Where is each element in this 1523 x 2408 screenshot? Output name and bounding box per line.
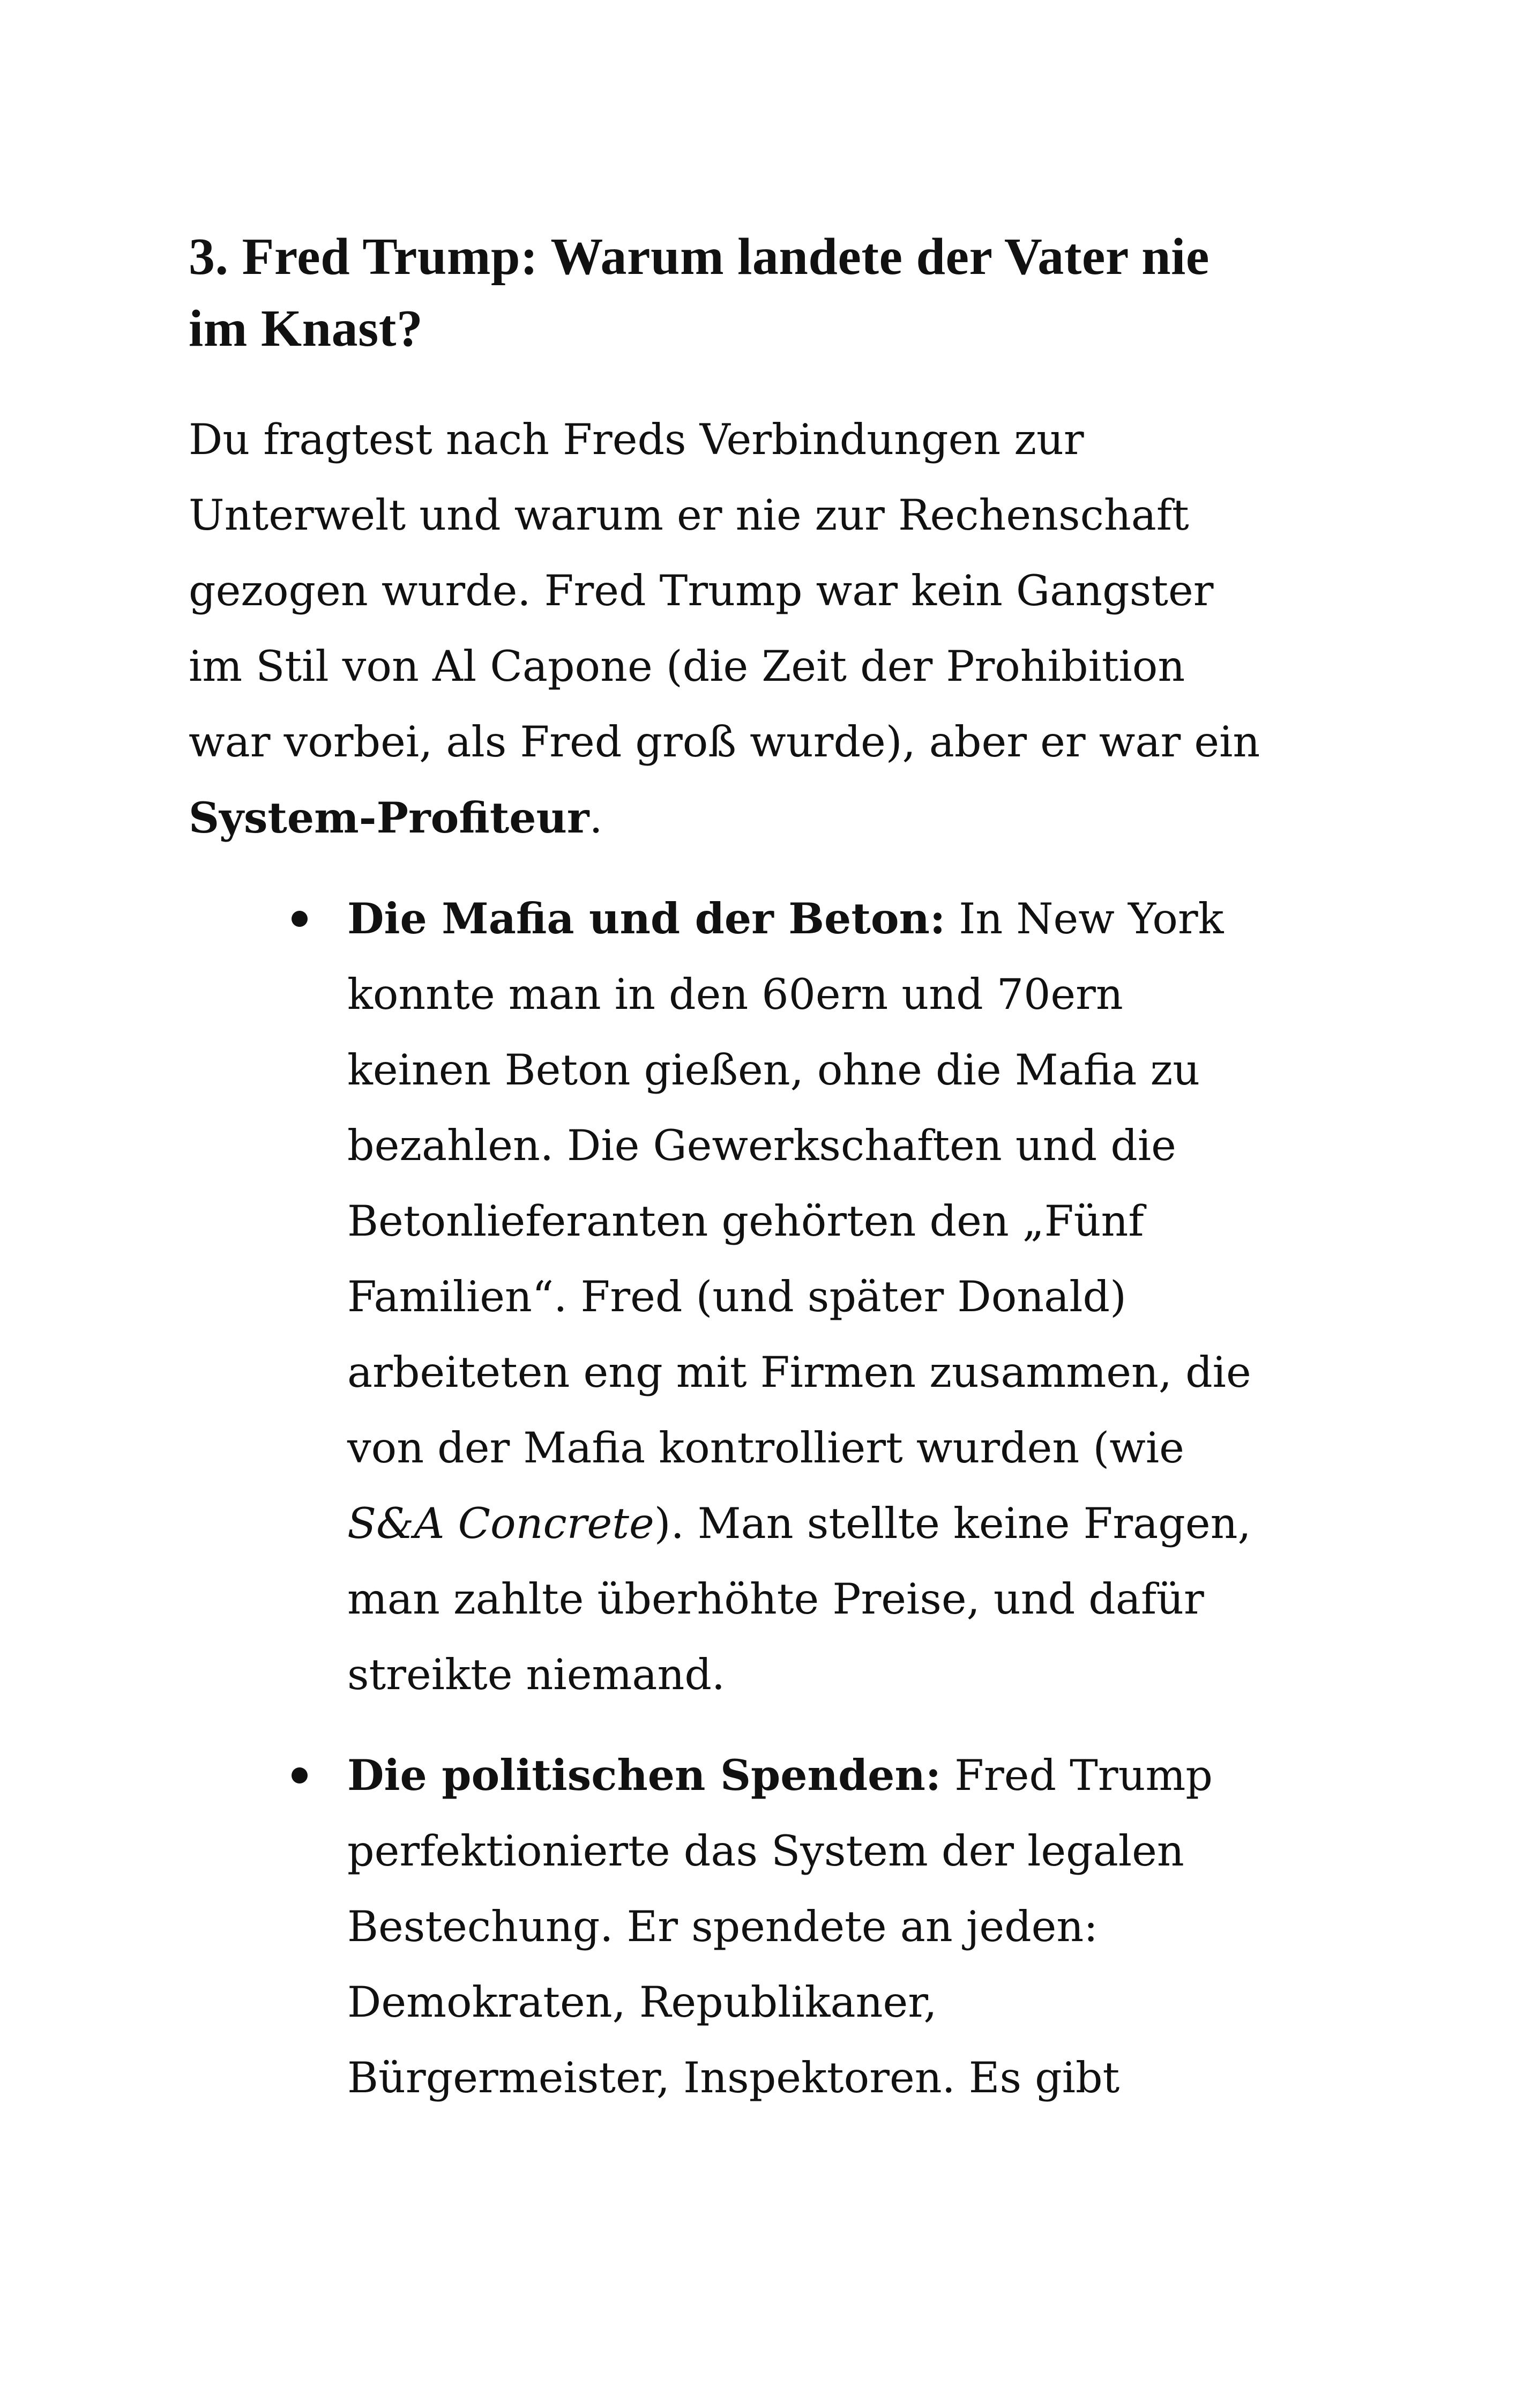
list-item-text: Bürgermeister, Inspektoren. Es gibt [347, 2053, 1120, 2102]
intro-bold-term: System-Profiteur [189, 793, 589, 843]
intro-line: gezogen wurde. Fred Trump war kein Gangster [189, 566, 1214, 615]
intro-line: im Stil von Al Capone (die Zeit der Prohibition [189, 642, 1185, 691]
list-item-text: man zahlte überhöhte Preise, und dafür [347, 1574, 1204, 1624]
company-name-italic: S&A Concrete [347, 1499, 654, 1548]
intro-line: Du fragtest nach Freds Verbindungen zur [189, 415, 1084, 464]
heading-line-1: 3. Fred Trump: Warum landete der Vater nie [189, 228, 1210, 286]
list-item-mafia-beton [189, 881, 1293, 1713]
list-item-text: Bestechung. Er spendete an jeden: [347, 1902, 1098, 1951]
list-item-text: Demokraten, Republikaner, [347, 1978, 937, 2027]
list-item-text: In New York [945, 894, 1224, 943]
intro-paragraph [189, 402, 1293, 856]
document-page [189, 221, 1293, 2141]
bullet-icon [292, 911, 308, 927]
list-item-politische-spenden [189, 1737, 1293, 2116]
list-item-title: Die Mafia und der Beton: [347, 894, 946, 943]
list-item-text: Familien“. Fred (und später Donald) [347, 1272, 1126, 1321]
list-item-title: Die politischen Spenden: [347, 1750, 942, 1800]
list-item-text: streikte niemand. [347, 1650, 726, 1699]
list-item-text: perfektionierte das System der legalen [347, 1826, 1184, 1876]
bullet-icon [292, 1767, 308, 1783]
heading-line-2: im Knast? [189, 300, 423, 358]
section-heading [189, 221, 1293, 365]
intro-line: Unterwelt und warum er nie zur Rechenschaft [189, 490, 1189, 540]
list-item-text: Betonlieferanten gehörten den „Fünf [347, 1196, 1144, 1246]
bullet-list [189, 881, 1293, 2116]
list-item-text: bezahlen. Die Gewerkschaften und die [347, 1121, 1176, 1170]
list-item-text: ). Man stellte keine Fragen, [654, 1499, 1251, 1548]
list-item-text: arbeiteten eng mit Firmen zusammen, die [347, 1348, 1251, 1397]
intro-end-punct: . [589, 793, 603, 843]
list-item-text: Fred Trump [941, 1751, 1213, 1800]
list-item-text: keinen Beton gießen, ohne die Mafia zu [347, 1045, 1200, 1095]
intro-line: war vorbei, als Fred groß wurde), aber er war ein [189, 717, 1260, 767]
list-item-text: von der Mafia kontrolliert wurden (wie [347, 1423, 1184, 1473]
list-item-text: konnte man in den 60ern und 70ern [347, 970, 1123, 1019]
